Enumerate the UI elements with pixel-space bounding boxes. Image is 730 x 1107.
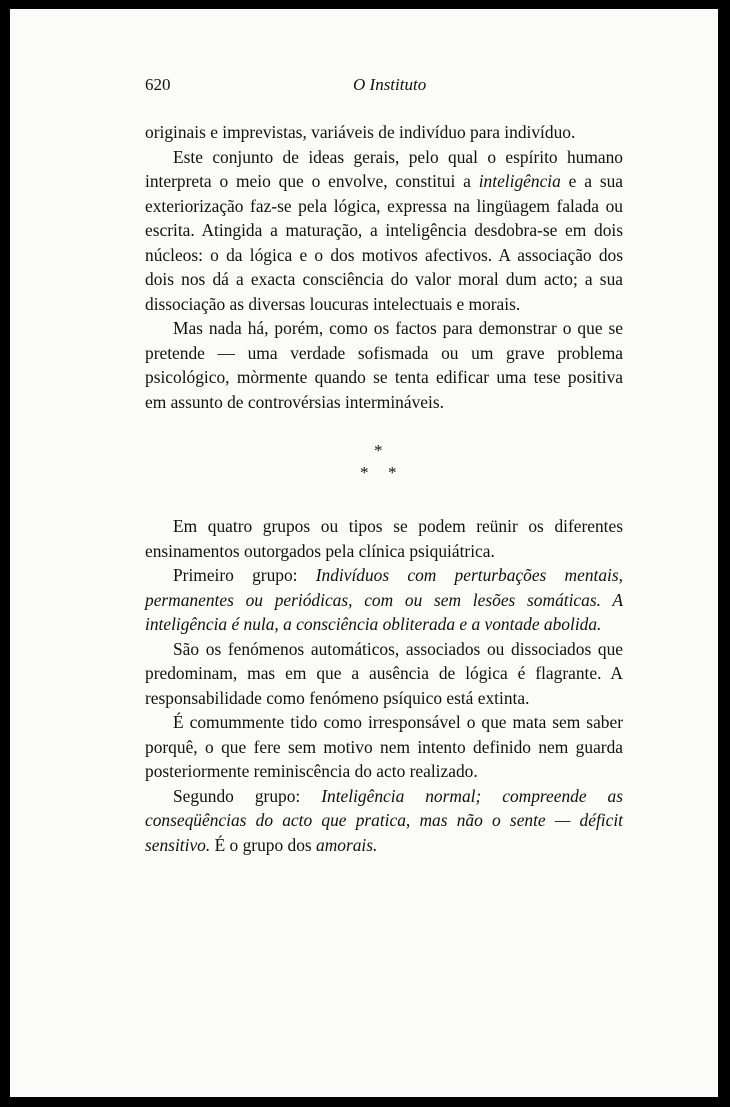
- running-header: [145, 73, 623, 99]
- paragraph-5: [145, 563, 623, 637]
- body-text: [145, 120, 623, 857]
- paragraph-6: São os fenómenos automáticos, associados ou dissociados que predominam, mas em que a ausência de lógica é flagrante. A responsabilidade como fenómeno psíquico está extinta.: [145, 638, 623, 708]
- asterisk: *: [360, 463, 369, 482]
- paragraph-1: originais e imprevistas, variáveis de indivíduo para indivíduo.: [145, 122, 576, 142]
- paragraph-2-rest: e a sua exteriorização faz-se pela lógica, expressa na lingüagem falada ou escrita. Atingida a maturação, a inteligência desdobra-se em dois núcleos: o da lógica e o dos motivos afectivos. A associação dos dois nos dá a exacta consciência do valor moral dum acto; a sua dissociação as diversas loucuras intelectuais e morais.: [145, 171, 623, 314]
- paragraph-8-lead: Segundo grupo:: [173, 785, 322, 806]
- paragraph-2: [145, 145, 623, 317]
- paragraph-8-emphasis-2: amorais.: [316, 834, 378, 855]
- paragraph-7: É comummente tido como irresponsável o que mata sem saber porquê, o que fere sem motivo nem intento definido nem guarda posteriormente reminiscência do acto realizado.: [145, 712, 623, 781]
- section-break: [145, 436, 623, 494]
- book-page: [10, 9, 718, 1097]
- asterisk: *: [374, 441, 383, 460]
- paragraph-4: Em quatro grupos ou tipos se podem reünir os diferentes ensinamentos outorgados pela clínica psiquiátrica.: [145, 516, 623, 561]
- page-number: 620: [145, 75, 171, 94]
- paragraph-5-lead: Primeiro grupo:: [173, 565, 316, 585]
- paragraph-3: Mas nada há, porém, como os factos para demonstrar o que se pretende — uma verdade sofismada ou um grave problema psicológico, mòrmente quando se tenta edificar uma tese positiva em assunto de controvérsias intermináveis.: [145, 318, 623, 412]
- paragraph-8-mid: É o grupo dos: [210, 834, 317, 855]
- asterisk: *: [388, 463, 397, 482]
- paragraph-2-emphasis: inteligência: [478, 171, 561, 191]
- running-title: O Instituto: [353, 75, 427, 94]
- paragraph-8-emphasis: Inteligência normal; compreende as conseqüências do acto que pratica, mas não o sente — déficit sensitivo.: [145, 785, 624, 855]
- paragraph-5-emphasis: Indivíduos com perturbações mentais, permanentes ou periódicas, com ou sem lesões somáticas. A inteligência é nula, a consciência obliterada e a vontade abolida.: [145, 565, 623, 634]
- paragraph-2-text: Este conjunto de ideas gerais, pelo qual o espírito humano interpreta o meio que o envolve, constitui a: [145, 146, 623, 191]
- paragraph-8: [145, 784, 623, 858]
